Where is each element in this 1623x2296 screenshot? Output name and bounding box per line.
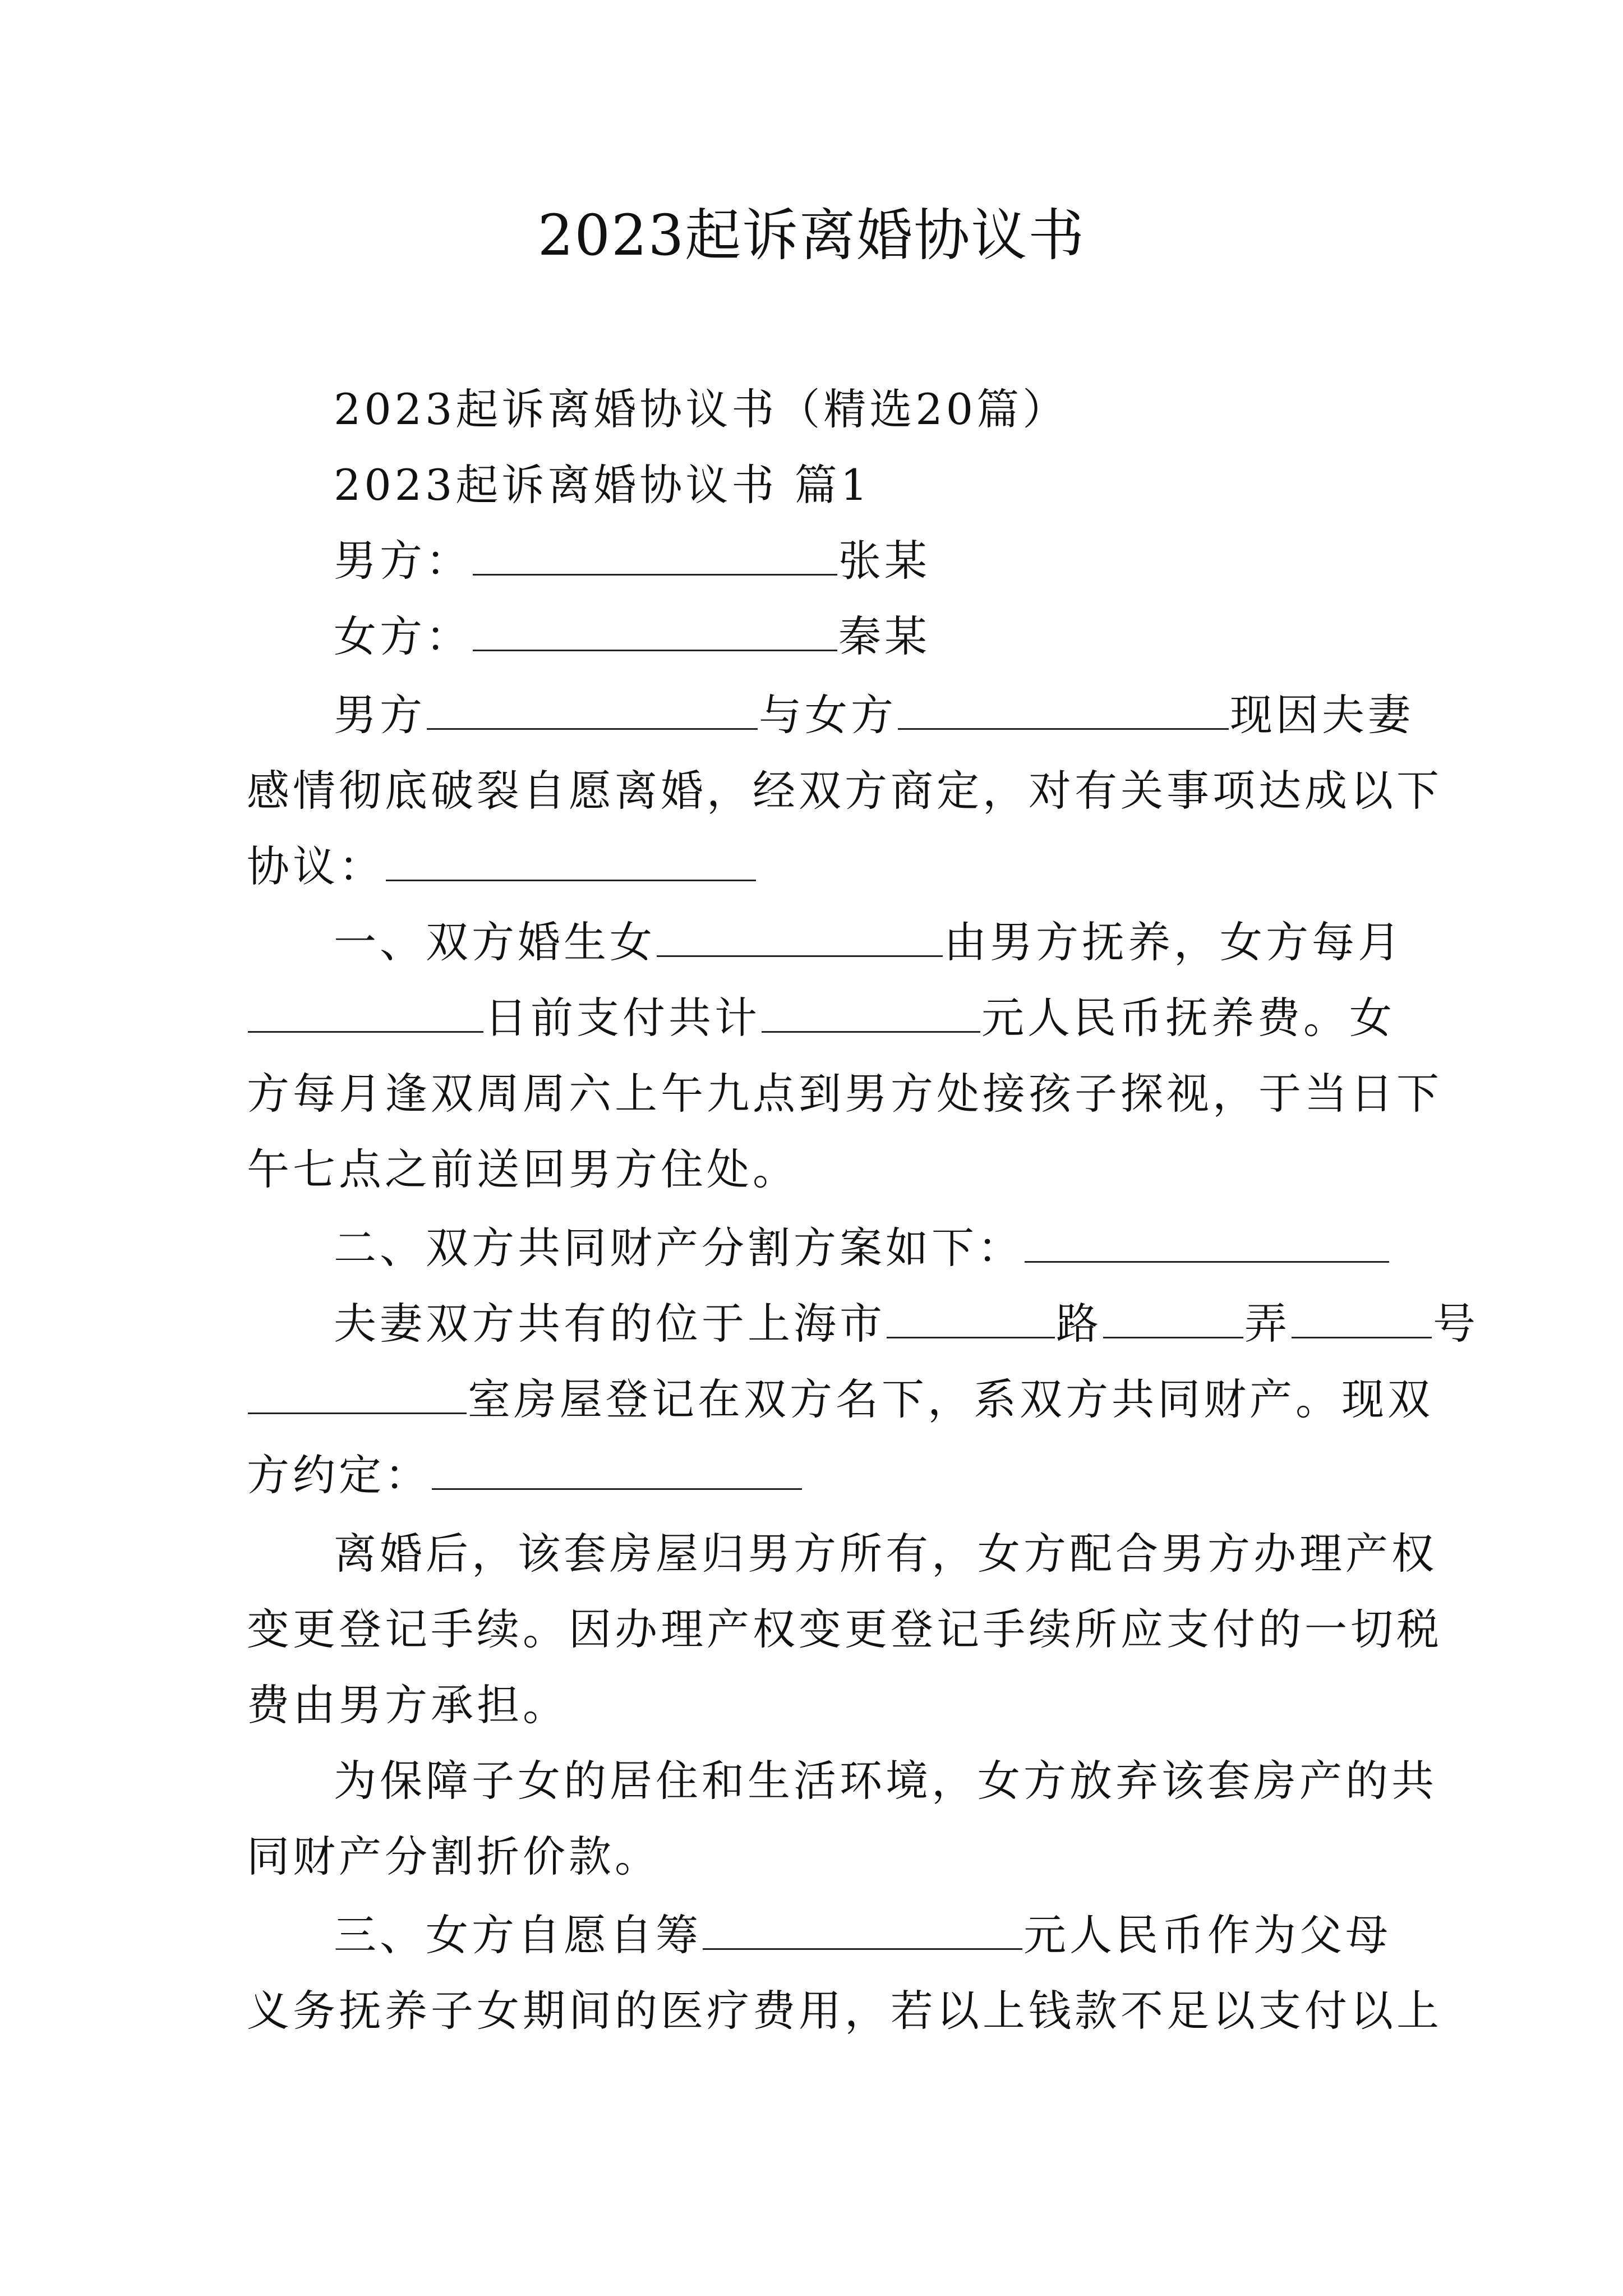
text-segment: 现因夫妻 [1230,690,1414,740]
text-segment: 一、双方婚生女 [334,917,656,967]
text-segment: 秦某 [838,611,930,661]
text-segment: 2023起诉离婚协议书（精选20篇） [334,384,1069,434]
text-segment: 弄 [1244,1299,1290,1349]
blank-fill-line [762,996,980,1033]
paragraph-line [334,684,1414,746]
paragraph-line [247,1139,799,1200]
paragraph-line [247,1674,569,1736]
paragraph-line [334,1904,1391,1966]
blank-fill-line [432,1453,802,1490]
blank-fill-line [248,1378,467,1414]
paragraph-line [334,1293,1479,1355]
text-segment: 男方： [334,536,472,586]
paragraph-line [247,1444,803,1506]
paragraph-line [247,1826,661,1888]
paragraph-line [247,1369,1433,1430]
text-segment: 女方： [334,611,472,661]
blank-fill-line [1025,1226,1389,1263]
text-segment: 2023起诉离婚协议书 篇1 [334,460,871,510]
text-segment: 方每月逢双周周六上午九点到男方处接孩子探视，于当日下 [247,1069,1442,1119]
text-segment: 元人民币作为父母 [1023,1910,1391,1960]
blank-fill-line [703,1913,1022,1950]
paragraph-line [334,912,1404,973]
paragraph-line [334,379,1068,440]
paragraph-line [247,760,1442,822]
paragraph-line [247,987,1395,1049]
blank-fill-line [248,996,483,1033]
blank-fill-line [657,921,943,957]
blank-fill-line [386,845,756,881]
paragraph-line [334,1217,1390,1279]
document-title: 2023起诉离婚协议书 [537,203,1086,268]
text-segment: 二、双方共同财产分割方案如下： [334,1223,1023,1273]
text-segment: 变更登记手续。因办理产权变更登记手续所应支付的一切税 [247,1604,1442,1654]
blank-fill-line [473,539,837,576]
blank-fill-line [1103,1302,1243,1338]
text-segment: 男方 [334,690,426,740]
blank-fill-line [427,693,758,730]
paragraph-line [334,1523,1437,1585]
text-segment: 日前支付共计 [485,993,760,1043]
text-segment: 路 [1056,1299,1102,1349]
paragraph-line [334,1750,1437,1812]
blank-fill-line [898,693,1229,730]
paragraph-line [334,454,871,516]
text-segment: 与女方 [759,690,897,740]
blank-fill-line [1292,1302,1432,1338]
paragraph-line [247,1980,1442,2042]
text-segment: 号 [1433,1299,1479,1349]
text-segment: 感情彻底破裂自愿离婚，经双方商定，对有关事项达成以下 [247,766,1442,816]
paragraph-line [334,530,930,592]
text-segment: 午七点之前送回男方住处。 [247,1144,799,1194]
text-segment: 三、女方自愿自筹 [334,1910,702,1960]
text-segment: 离婚后，该套房屋归男方所有，女方配合男方办理产权 [334,1529,1437,1579]
text-segment: 义务抚养子女期间的医疗费用，若以上钱款不足以支付以上 [247,1986,1442,2036]
text-segment: 室房屋登记在双方名下，系双方共同财产。现双 [468,1374,1433,1424]
text-segment: 由男方抚养，女方每月 [944,917,1404,967]
text-segment: 费由男方承担。 [247,1680,569,1730]
text-segment: 同财产分割折价款。 [247,1832,661,1881]
text-segment: 元人民币抚养费。女 [981,993,1395,1043]
paragraph-line [334,606,930,668]
text-segment: 协议： [247,841,385,891]
paragraph-line [247,1063,1442,1125]
blank-fill-line [473,615,837,651]
text-segment: 夫妻双方共有的位于上海市 [334,1299,886,1349]
blank-fill-line [887,1302,1055,1338]
text-segment: 张某 [838,536,930,586]
text-segment: 方约定： [247,1450,431,1500]
text-segment: 为保障子女的居住和生活环境，女方放弃该套房产的共 [334,1756,1437,1806]
paragraph-line [247,1599,1442,1660]
paragraph-line [247,836,757,898]
